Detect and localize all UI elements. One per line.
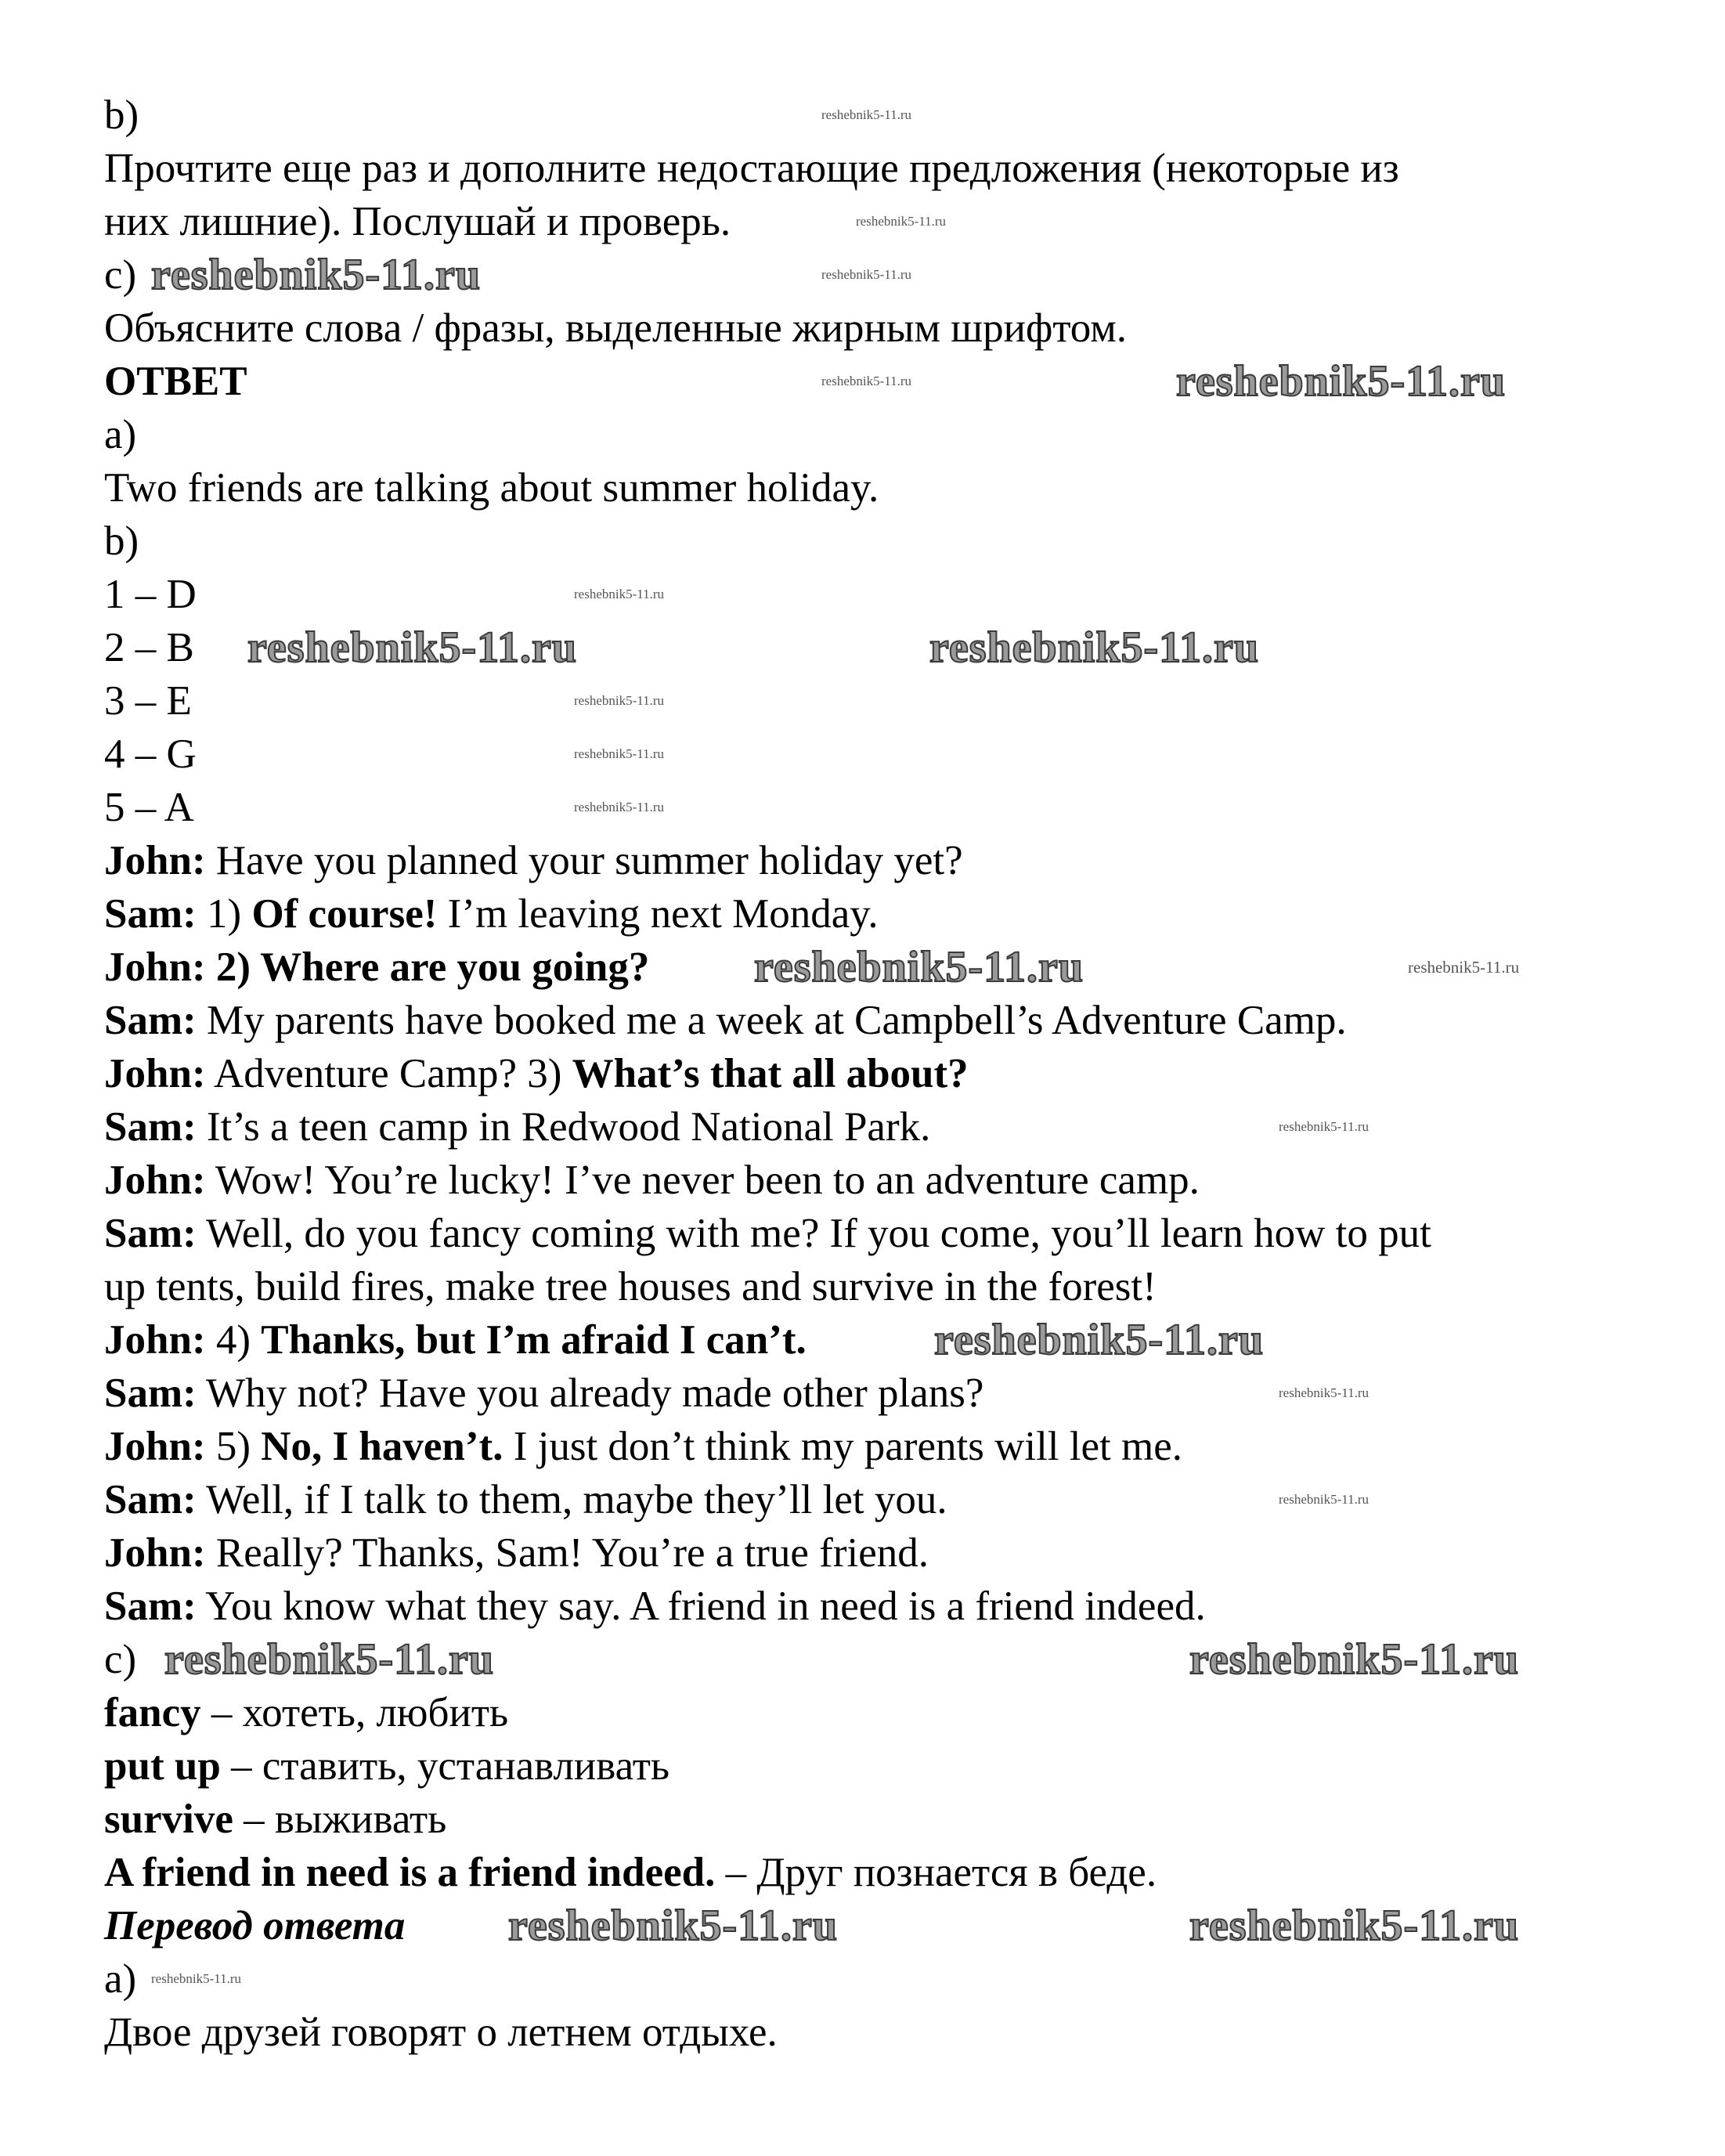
text: Well, do you fancy coming with me? If you come, you’ll learn how to put: [196, 1211, 1431, 1256]
watermark-small: reshebnik5-11.ru: [821, 107, 912, 122]
text: 4 – G: [104, 731, 197, 777]
text-line: [104, 621, 1260, 674]
text-line: [104, 195, 947, 248]
bold-text: John:: [104, 944, 206, 990]
watermark-small: reshebnik5-11.ru: [574, 746, 665, 761]
watermark-small: reshebnik5-11.ru: [1408, 958, 1520, 977]
text: b): [104, 92, 139, 138]
bold-text: John:: [104, 838, 206, 883]
text-line: [104, 568, 665, 621]
watermark: reshebnik5-11.ru: [754, 943, 1084, 991]
bold-text: Перевод ответа: [104, 1903, 406, 1948]
text: Really? Thanks, Sam! You’re a true friend.: [205, 1530, 929, 1576]
text: Прочтите еще раз и дополните недостающие предложения (некоторые из: [104, 146, 1399, 191]
text-line: [104, 1686, 508, 1739]
text: 1): [196, 891, 252, 937]
text-line: [104, 1633, 1520, 1686]
bold-text: No, I haven’t.: [261, 1424, 503, 1469]
text: It’s a teen camp in Redwood National Park.: [196, 1104, 931, 1150]
watermark: reshebnik5-11.ru: [151, 251, 482, 299]
bold-text: Thanks, but I’m afraid I can’t.: [261, 1317, 807, 1363]
text: 3 – E: [104, 678, 192, 724]
text: 5 – A: [104, 785, 194, 830]
text-line: [104, 1313, 1265, 1367]
text: I’m leaving next Monday.: [437, 891, 879, 937]
watermark-small: reshebnik5-11.ru: [1279, 1119, 1370, 1134]
watermark-small: reshebnik5-11.ru: [151, 1971, 242, 1986]
text: You know what they say. A friend in need is a friend indeed.: [196, 1584, 1206, 1629]
bold-text: Sam:: [104, 1584, 197, 1629]
watermark: reshebnik5-11.ru: [1176, 357, 1507, 406]
text-line: [104, 1473, 1370, 1526]
text-line: [104, 1420, 1182, 1473]
bold-text: John:: [104, 1317, 206, 1363]
bold-text: Sam:: [104, 1371, 197, 1416]
bold-text: John:: [104, 1530, 206, 1576]
watermark: reshebnik5-11.ru: [934, 1316, 1265, 1364]
text-line: [104, 1154, 1200, 1207]
text: b): [104, 518, 139, 564]
bold-text: Sam:: [104, 998, 197, 1043]
text: 4): [205, 1317, 262, 1363]
text: c): [104, 252, 137, 298]
text: Have you planned your summer holiday yet?: [205, 838, 963, 883]
bold-text: John:: [104, 1051, 206, 1096]
document-body: [104, 88, 1520, 2059]
text: Двое друзей говорят о летнем отдыхе.: [104, 2010, 778, 2055]
text: 1 – D: [104, 572, 197, 617]
text-line: [104, 1100, 1370, 1154]
watermark: reshebnik5-11.ru: [1189, 1901, 1520, 1950]
bold-text: Sam:: [104, 1104, 197, 1150]
bold-text: John:: [104, 1424, 206, 1469]
text-line: [104, 408, 136, 461]
watermark: reshebnik5-11.ru: [508, 1901, 839, 1950]
text-line: [104, 994, 1347, 1047]
text: I just don’t think my parents will let me.: [503, 1424, 1182, 1469]
watermark: reshebnik5-11.ru: [247, 623, 578, 672]
text-line: [104, 1047, 969, 1100]
text: Объясните слова / фразы, выделенные жирным шрифтом.: [104, 305, 1128, 351]
watermark-small: reshebnik5-11.ru: [574, 800, 665, 814]
text-line: [104, 461, 879, 515]
text-line: [104, 1526, 929, 1580]
text-line: [104, 834, 963, 887]
text: Wow! You’re lucky! I’ve never been to an adventure camp.: [205, 1157, 1200, 1203]
bold-text: put up: [104, 1743, 221, 1789]
text-line: [104, 248, 912, 302]
text-line: [104, 887, 879, 941]
text-line: [104, 728, 665, 781]
text: – ставить, устанавливать: [220, 1743, 670, 1789]
text: Adventure Camp? 3): [205, 1051, 572, 1096]
watermark-small: reshebnik5-11.ru: [821, 267, 912, 282]
watermark: reshebnik5-11.ru: [164, 1635, 495, 1684]
watermark-small: reshebnik5-11.ru: [1279, 1492, 1370, 1507]
bold-text: A friend in need is a friend indeed.: [104, 1850, 716, 1895]
text: a): [104, 412, 137, 457]
text-line: [104, 1846, 1157, 1899]
text-line: [104, 1367, 1370, 1420]
text: Well, if I talk to them, maybe they’ll let you.: [196, 1477, 947, 1522]
bold-text: 2) Where are you going?: [205, 944, 650, 990]
bold-text: Sam:: [104, 1477, 197, 1522]
bold-text: ОТВЕТ: [104, 359, 247, 404]
text: a): [104, 1956, 137, 2002]
text: – хотеть, любить: [200, 1690, 509, 1735]
watermark: reshebnik5-11.ru: [929, 623, 1260, 672]
text: – Друг познается в беде.: [715, 1850, 1157, 1895]
text-line: [104, 781, 665, 834]
text-line: [104, 1207, 1431, 1260]
text: – выживать: [233, 1797, 447, 1842]
text-line: [104, 142, 1399, 195]
bold-text: Sam:: [104, 1211, 197, 1256]
bold-text: Of course!: [251, 891, 438, 937]
text: 5): [205, 1424, 262, 1469]
text-line: [104, 1952, 242, 2006]
watermark: reshebnik5-11.ru: [1189, 1635, 1520, 1684]
text-line: [104, 1260, 1157, 1313]
watermark-small: reshebnik5-11.ru: [821, 374, 912, 388]
text-line: [104, 88, 912, 142]
text: c): [104, 1637, 137, 1682]
watermark-small: reshebnik5-11.ru: [856, 214, 947, 229]
text-line: [104, 941, 1520, 994]
text-line: [104, 2006, 778, 2059]
text-line: [104, 302, 1127, 355]
text-line: [104, 1899, 1520, 1952]
bold-text: What’s that all about?: [572, 1051, 969, 1096]
text: Why not? Have you already made other plans?: [196, 1371, 984, 1416]
text: My parents have booked me a week at Campbell’s Adventure Camp.: [196, 998, 1347, 1043]
bold-text: Sam:: [104, 891, 197, 937]
text: них лишние). Послушай и проверь.: [104, 199, 731, 244]
text-line: [104, 355, 1507, 408]
text: up tents, build fires, make tree houses and survive in the forest!: [104, 1264, 1157, 1309]
bold-text: John:: [104, 1157, 206, 1203]
bold-text: survive: [104, 1797, 233, 1842]
watermark-small: reshebnik5-11.ru: [574, 587, 665, 601]
text-line: [104, 674, 665, 728]
text-line: [104, 1793, 446, 1846]
bold-text: fancy: [104, 1690, 201, 1735]
text-line: [104, 1739, 669, 1793]
watermark-small: reshebnik5-11.ru: [1279, 1385, 1370, 1400]
text: Two friends are talking about summer holiday.: [104, 465, 879, 511]
text-line: [104, 1580, 1206, 1633]
watermark-small: reshebnik5-11.ru: [574, 693, 665, 708]
text: 2 – B: [104, 625, 194, 670]
text-line: [104, 515, 139, 568]
